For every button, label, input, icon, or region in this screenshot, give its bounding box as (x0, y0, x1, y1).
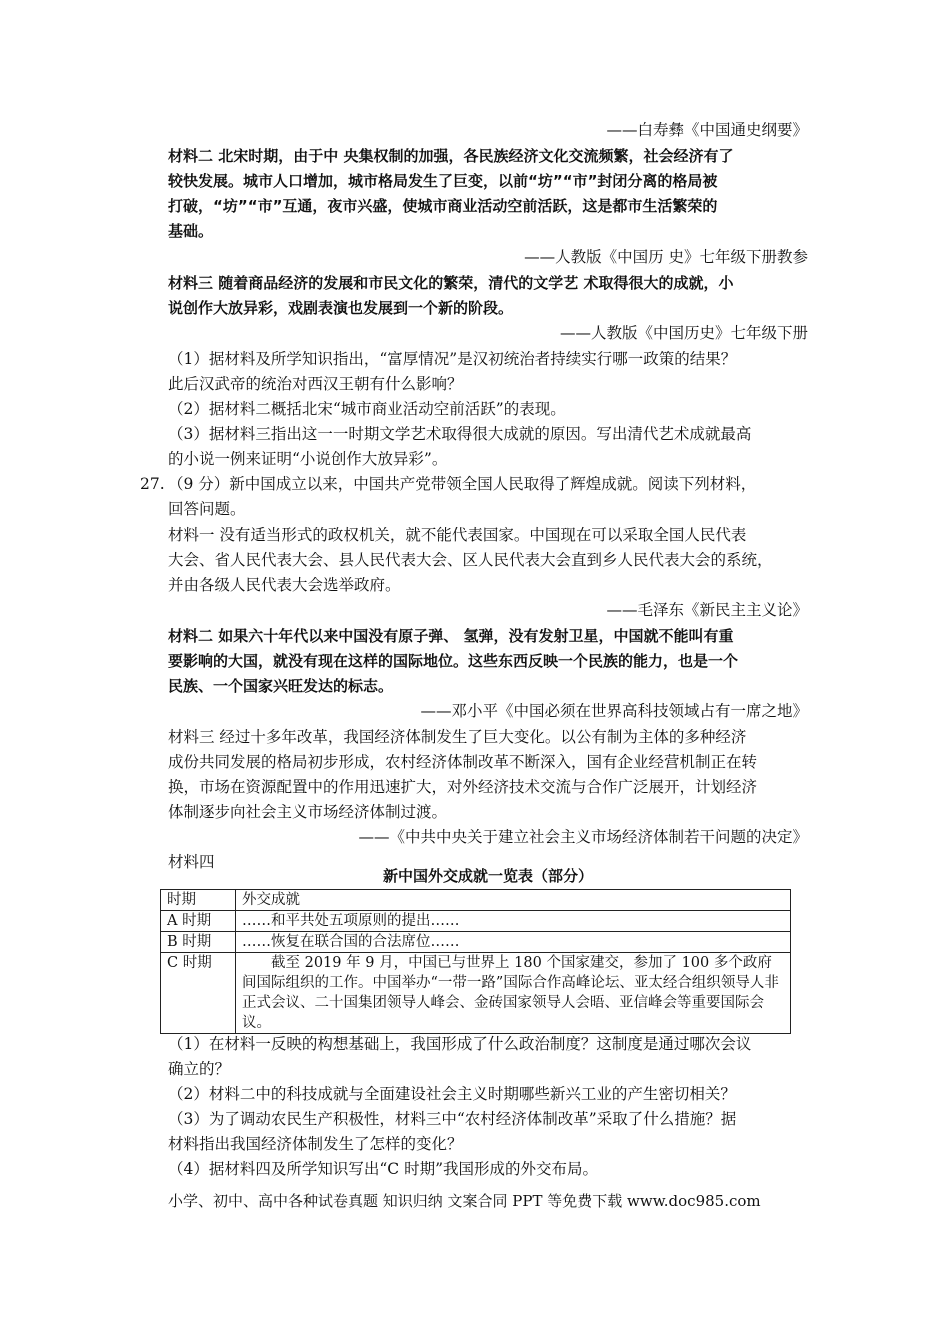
material-two-text: 材料二 北宋时期，由于中 央集权制的加强，各民族经济文化交流频繁，社会经济有了 (168, 147, 734, 165)
achievement-cell: ……恢复在联合国的合法席位…… (236, 932, 791, 953)
source-citation: ——白寿彝《中国通史纲要》 (606, 121, 808, 139)
period-cell: A 时期 (161, 911, 236, 932)
question-text: 材料指出我国经济体制发生了怎样的变化？ (168, 1135, 463, 1153)
material-four-label: 材料四 (168, 853, 215, 871)
table-header-row (161, 890, 791, 911)
page-footer: 小学、初中、高中各种试卷真题 知识归纳 文案合同 PPT 等免费下载 www.doc985.com (168, 1192, 761, 1210)
question-text: （1）据材料及所学知识指出，“富厚情况”是汉初统治者持续实行哪一政策的结果？ (168, 350, 737, 368)
material-one-text: 材料一 没有适当形式的政权机关，就不能代表国家。中国现在可以采取全国人民代表 (168, 526, 747, 544)
question-text: （9 分）新中国成立以来，中国共产党带领全国人民取得了辉煌成就。阅读下列材料， (168, 475, 757, 493)
source-citation: ——人教版《中国历 史》七年级下册教参 (524, 248, 808, 266)
question-text: （3）为了调动农民生产积极性，材料三中“农村经济体制改革”采取了什么措施？据 (168, 1110, 737, 1128)
material-one-text: 并由各级人民代表大会选举政府。 (168, 576, 401, 594)
source-citation: ——邓小平《中国必须在世界高科技领域占有一席之地》 (420, 702, 808, 720)
material-three-text: 材料三 随着商品经济的发展和市民文化的繁荣，清代的文学艺 术取得很大的成就，小 (168, 274, 734, 292)
table-header-cell: 外交成就 (236, 890, 791, 911)
table-header-cell: 时期 (161, 890, 236, 911)
material-three-text: 材料三 经过十多年改革，我国经济体制发生了巨大变化。以公有制为主体的多种经济 (168, 728, 747, 746)
material-three-text: 体制逐步向社会主义市场经济体制过渡。 (168, 803, 448, 821)
question-text: 的小说一例来证明“小说创作大放异彩”。 (168, 450, 448, 468)
question-text: （2）据材料二概括北宋“城市商业活动空前活跃”的表现。 (168, 400, 566, 418)
material-three-text: 换，市场在资源配置中的作用迅速扩大，对外经济技术交流与合作广泛展开，计划经济 (168, 778, 758, 796)
source-citation: ——《中共中央关于建立社会主义市场经济体制若干问题的决定》 (358, 828, 808, 846)
material-one-text: 大会、省人民代表大会、县人民代表大会、区人民代表大会直到乡人民代表大会的系统， (168, 551, 773, 569)
material-two-text: 打破，“坊”“市”互通，夜市兴盛，使城市商业活动空前活跃，这是都市生活繁荣的 (168, 197, 718, 215)
question-text: （3）据材料三指出这一一时期文学艺术取得很大成就的原因。写出清代艺术成就最高 (168, 425, 752, 443)
achievement-cell: 截至 2019 年 9 月，中国已与世界上 180 个国家建交，参加了 100 多个政府间国际组织的工作。中国举办“一带一路”国际合作高峰论坛、亚太经合组织领导人非正式会议、二十国集团领导人峰会、金砖国家领导人会晤、亚信峰会等重要国际会议。 (236, 953, 791, 1034)
material-two-text: 民族、一个国家兴旺发达的标志。 (168, 677, 394, 695)
material-three-text: 说创作大放异彩，戏剧表演也发展到一个新的阶段。 (168, 299, 514, 317)
period-cell: B 时期 (161, 932, 236, 953)
question-text: 回答问题。 (168, 500, 246, 518)
material-two-text: 材料二 如果六十年代以来中国没有原子弹、 氢弹，没有发射卫星，中国就不能叫有重 (168, 627, 734, 645)
diplomacy-table (160, 889, 791, 1034)
question-number: 27. (140, 475, 165, 493)
question-text: （4）据材料四及所学知识写出“C 时期”我国形成的外交布局。 (168, 1160, 598, 1178)
source-citation: ——人教版《中国历史》七年级下册 (559, 324, 808, 342)
table-row (161, 911, 791, 932)
table-row (161, 953, 791, 1034)
table-row (161, 932, 791, 953)
question-text: 此后汉武帝的统治对西汉王朝有什么影响？ (168, 375, 463, 393)
material-three-text: 成份共同发展的格局初步形成，农村经济体制改革不断深入，国有企业经营机制正在转 (168, 753, 758, 771)
material-two-text: 基础。 (168, 222, 214, 240)
question-text: 确立的？ (168, 1060, 231, 1078)
material-two-text: 要影响的大国，就没有现在这样的国际地位。这些东西反映一个民族的能力，也是一个 (168, 652, 739, 670)
question-text: （2）材料二中的科技成就与全面建设社会主义时期哪些新兴工业的产生密切相关？ (168, 1085, 736, 1103)
period-cell: C 时期 (161, 953, 236, 1034)
source-citation: ——毛泽东《新民主主义论》 (606, 601, 808, 619)
achievement-cell: ……和平共处五项原则的提出…… (236, 911, 791, 932)
table-title: 新中国外交成就一览表（部分） (382, 867, 593, 885)
material-two-text: 较快发展。城市人口增加，城市格局发生了巨变，以前“坊”“市”封闭分离的格局被 (168, 172, 718, 190)
question-text: （1）在材料一反映的构想基础上，我国形成了什么政治制度？这制度是通过哪次会议 (168, 1035, 752, 1053)
